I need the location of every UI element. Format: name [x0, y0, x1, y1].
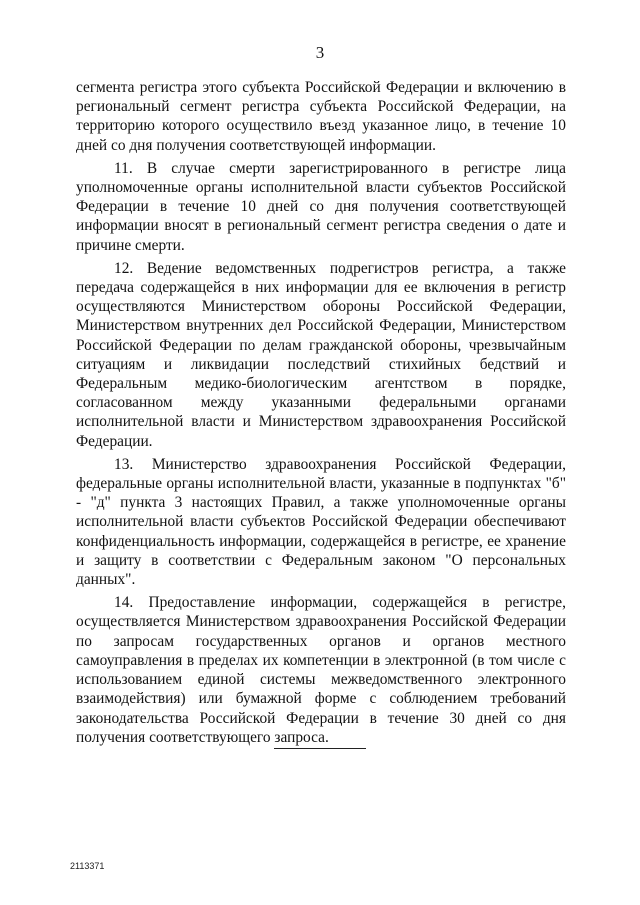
document-body — [76, 78, 566, 751]
paragraph-13: 13. Министерство здравоохранения Российской Федерации, федеральные органы исполнительной власти, указанные в подпунктах "б" - "д" пункта 3 настоящих Правил, а также уполномоченные органы исполнительной власти субъектов Российской Федерации обеспечивают конфиденциальность информации, содержащейся в регистре, ее хранение и защиту в соответствии с Федеральным законом "О персональных данных". — [76, 455, 566, 589]
page-number: 3 — [315, 43, 325, 62]
paragraph-continuation: сегмента регистра этого субъекта Российской Федерации и включению в региональный сегмент регистра субъекта Российской Федерации, на территорию которого осуществило въезд указанное лицо, в течение 10 дней со дня получения соответствующей информации. — [76, 79, 566, 154]
paragraph-14: 14. Предоставление информации, содержащейся в регистре, осуществляется Министерством здравоохранения Российской Федерации по запросам государственных органов и органов местного самоуправления в пределах их компетенции в электронной (в том числе с использованием единой системы межведомственного электронного взаимодействия) или бумажной форме с соблюдением требований законодательства Российской Федерации в течение 30 дней со дня получения соответствующего запроса. — [76, 594, 566, 746]
document-code: 2113371 — [70, 861, 105, 871]
paragraph-12: 12. Ведение ведомственных подрегистров регистра, а также передача содержащейся в них информации для ее включения в регистр осуществляются Министерством обороны Российской Федерации, Министерством внутренних дел Российской Федерации, Министерством Российской Федерации по делам гражданской обороны, чрезвычайным ситуациям и ликвидации последствий стихийных бедствий и Федеральным медико-биологическим агентством в порядке, согласованном между указанными федеральными органами исполнительной власти и Министерством здравоохранения Российской Федерации. — [76, 259, 566, 450]
end-separator-line — [274, 748, 366, 749]
paragraph-11: 11. В случае смерти зарегистрированного в регистре лица уполномоченные органы исполнительной власти субъектов Российской Федерации в течение 10 дней со дня получения соответствующей информации вносят в региональный сегмент регистра сведения о дате и причине смерти. — [76, 159, 566, 254]
